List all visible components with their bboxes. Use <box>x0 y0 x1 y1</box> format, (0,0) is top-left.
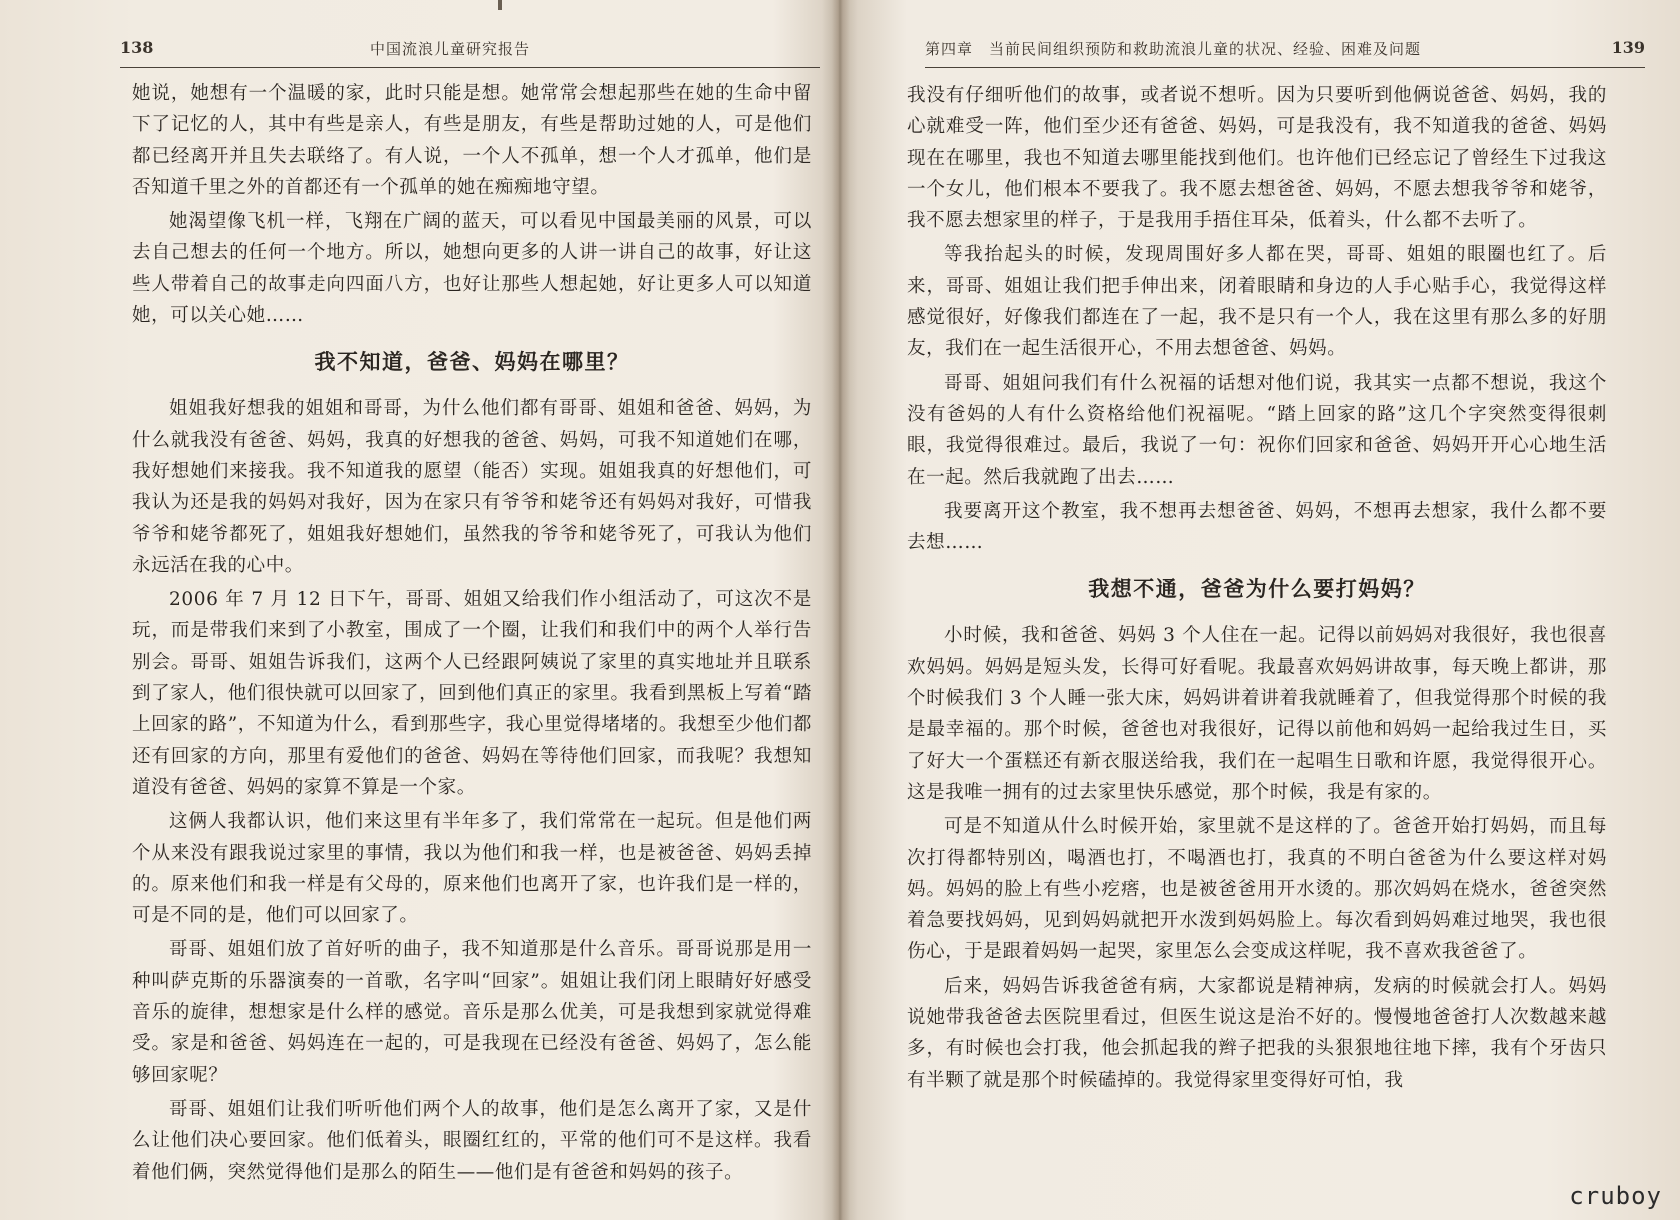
left-page-body <box>132 78 812 1191</box>
paragraph: 2006 年 7 月 12 日下午，哥哥、姐姐又给我们作小组活动了，可这次不是玩，而是带我们来到了小教室，围成了一个圈，让我们和我们中的两个人举行告别会。哥哥、姐姐告诉我们，这两个人已经跟阿姨说了家里的真实地址并且联系到了家人，他们很快就可以回家了，回到他们真正的家里。我看到黑板上写着“踏上回家的路”，不知道为什么，看到那些字，我心里觉得堵堵的。我想至少他们都还有回家的方向，那里有爱他们的爸爸、妈妈在等待他们回家，而我呢？我想知道没有爸爸、妈妈的家算不算是一个家。 <box>132 589 812 798</box>
left-page-header <box>120 36 820 64</box>
header-rule <box>925 67 1645 68</box>
section-title: 我想不通，爸爸为什么要打妈妈？ <box>1088 576 1426 602</box>
left-page <box>0 0 835 1220</box>
paragraph: 她说，她想有一个温暖的家，此时只能是想。她常常会想起那些在她的生命中留下了记忆的人，其中有些是亲人，有些是朋友，有些是帮助过她的人，可是他们都已经离开并且失去联络了。有人说，一个人不孤单，想一个人才孤单，他们是否知道千里之外的首都还有一个孤单的她在痴痴地守望。 <box>132 83 812 198</box>
paragraph: 后来，妈妈告诉我爸爸有病，大家都说是精神病，发病的时候就会打人。妈妈说她带我爸爸去医院里看过，但医生说这是治不好的。慢慢地爸爸打人次数越来越多，有时候也会打我，他会抓起我的辫子把我的头狠狠地往地下摔，我有个牙齿只有半颗了就是那个时候磕掉的。我觉得家里变得好可怕，我 <box>907 975 1607 1091</box>
paragraph: 哥哥、姐姐们让我们听听他们两个人的故事，他们是怎么离开了家，又是什么让他们决心要回家。他们低着头，眼圈红红的，平常的他们可不是这样。我看着他们俩，突然觉得他们是那么的陌生——他们是有爸爸和妈妈的孩子。 <box>132 1098 812 1183</box>
right-running-title: 第四章 当前民间组织预防和救助流浪儿童的状况、经验、困难及问题 <box>925 40 1422 58</box>
paragraph: 我要离开这个教室，我不想再去想爸爸、妈妈，不想再去想家，我什么都不要去想…… <box>907 500 1607 554</box>
paragraph: 可是不知道从什么时候开始，家里就不是这样的了。爸爸开始打妈妈，而且每次打得都特别凶，喝酒也打，不喝酒也打，我真的不明白爸爸为什么要这样对妈妈。妈妈的脸上有些小疙瘩，也是被爸爸用开水烫的。那次妈妈在烧水，爸爸突然着急要找妈妈，见到妈妈就把开水泼到妈妈脸上。每次看到妈妈难过地哭，我也很伤心，于是跟着妈妈一起哭，家里怎么会变成这样呢，我不喜欢我爸爸了。 <box>907 816 1607 963</box>
paragraph: 她渴望像飞机一样，飞翔在广阔的蓝天，可以看见中国最美丽的风景，可以去自己想去的任何一个地方。所以，她想向更多的人讲一讲自己的故事，好让这些人带着自己的故事走向四面八方，也好让那些人想起她，好让更多人可以知道她，可以关心她…… <box>132 211 812 327</box>
header-rule <box>120 67 820 68</box>
paragraph: 等我抬起头的时候，发现周围好多人都在哭，哥哥、姐姐的眼圈也红了。后来，哥哥、姐姐让我们把手伸出来，闭着眼睛和身边的人手心贴手心，我觉得这样感觉很好，好像我们都连在了一起，我不是只有一个人，我在这里有那么多的好朋友，我们在一起生活很开心，不用去想爸爸、妈妈。 <box>907 244 1607 360</box>
paragraph: 哥哥、姐姐们放了首好听的曲子，我不知道那是什么音乐。哥哥说那是用一种叫萨克斯的乐器演奏的一首歌，名字叫“回家”。姐姐让我们闭上眼睛好好感受音乐的旋律，想想家是什么样的感觉。音乐是那么优美，可是我想到家就觉得难受。家是和爸爸、妈妈连在一起的，可是我现在已经没有爸爸、妈妈了，怎么能够回家呢？ <box>132 939 812 1086</box>
right-page-number: 139 <box>1611 38 1645 57</box>
section-title: 我不知道，爸爸、妈妈在哪里？ <box>314 349 630 375</box>
right-page <box>845 0 1680 1220</box>
right-page-body <box>907 80 1607 1099</box>
paragraph: 这俩人我都认识，他们来这里有半年多了，我们常常在一起玩。但是他们两个从来没有跟我说过家里的事情，我以为他们和我一样，也是被爸爸、妈妈丢掉的。原来他们和我一样是有父母的，原来他们也离开了家，也许我们是一样的，可是不同的是，他们可以回家了。 <box>132 811 812 927</box>
right-page-header <box>925 36 1645 64</box>
left-page-number: 138 <box>120 38 154 57</box>
left-running-title: 中国流浪儿童研究报告 <box>370 40 531 58</box>
paragraph: 姐姐我好想我的姐姐和哥哥，为什么他们都有哥哥、姐姐和爸爸、妈妈，为什么就我没有爸爸、妈妈，我真的好想我的爸爸、妈妈，可我不知道她们在哪，我好想她们来接我。我不知道我的愿望（能否）实现。姐姐我真的好想他们，可我认为还是我的妈妈对我好，因为在家只有爷爷和姥爷还有妈妈对我好，可惜我爷爷和姥爷都死了，姐姐我好想她们，虽然我的爷爷和姥爷死了，可我认为他们永远活在我的心中。 <box>132 398 812 576</box>
watermark: cruboy <box>1569 1182 1662 1210</box>
paragraph: 我没有仔细听他们的故事，或者说不想听。因为只要听到他俩说爸爸、妈妈，我的心就难受一阵，他们至少还有爸爸、妈妈，可是我没有，我不知道我的爸爸、妈妈现在在哪里，我也不知道去哪里能找到他们。也许他们已经忘记了曾经生下过我这一个女儿，他们根本不要我了。我不愿去想爸爸、妈妈，不愿去想我爷爷和姥爷，我不愿去想家里的样子，于是我用手捂住耳朵，低着头，什么都不去听了。 <box>907 85 1607 232</box>
paragraph: 小时候，我和爸爸、妈妈 3 个人住在一起。记得以前妈妈对我很好，我也很喜欢妈妈。妈妈是短头发，长得可好看呢。我最喜欢妈妈讲故事，每天晚上都讲，那个时候我们 3 个人睡一张大床，妈妈讲着讲着我就睡着了，但我觉得那个时候的我是最幸福的。那个时候，爸爸也对我很好，记得以前他和妈妈一起给我过生日，买了好大一个蛋糕还有新衣服送给我，我们在一起唱生日歌和许愿，我觉得很开心。这是我唯一拥有的过去家里快乐感觉，那个时候，我是有家的。 <box>907 625 1607 803</box>
paragraph: 哥哥、姐姐问我们有什么祝福的话想对他们说，我其实一点都不想说，我这个没有爸妈的人有什么资格给他们祝福呢。“踏上回家的路”这几个字突然变得很刺眼，我觉得很难过。最后，我说了一句：祝你们回家和爸爸、妈妈开开心心地生活在一起。然后我就跑了出去…… <box>907 372 1607 488</box>
